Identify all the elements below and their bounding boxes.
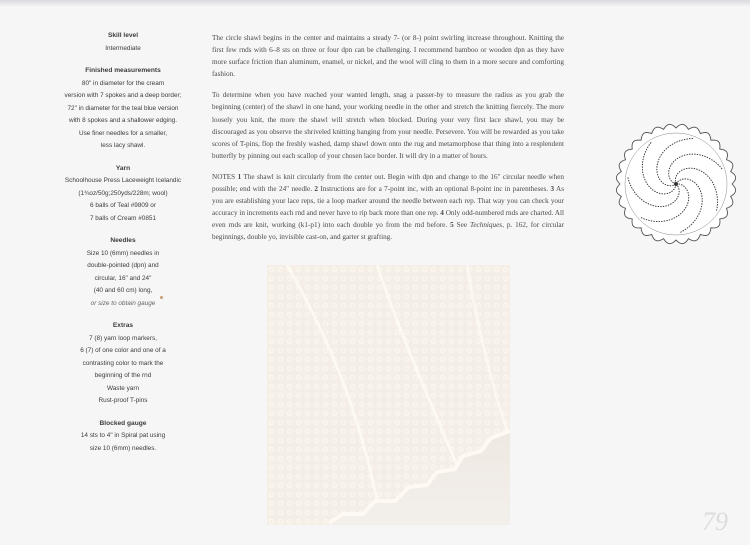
extras-line: 7 (8) yarn loop markers, bbox=[89, 334, 157, 342]
instructions-text bbox=[212, 32, 564, 253]
note-text: Instructions are for a 7-point inc, with an optional 8-point inc in parentheses. bbox=[318, 185, 551, 194]
margin-dot bbox=[160, 296, 163, 299]
needles-line: circular, 16" and 24" bbox=[94, 274, 152, 282]
yarn-line: 7 balls of Cream #0851 bbox=[89, 214, 157, 222]
intro-paragraph: The circle shawl begins in the center and maintains a steady 7- (or 8-) point swirling increase throughout. Knitting the first few rnds with 6–8 sts on three or four dpn can be challenging. I recommend bamboo or wooden dpn as they have more surface friction than aluminum, enamel, or nickel, and the wool will cling to them in a more secure and comforting fashion. bbox=[212, 34, 564, 79]
top-edge bbox=[0, 0, 750, 6]
needles-line: Size 10 (6mm) needles in bbox=[86, 249, 160, 257]
measurements-heading: Finished measurements bbox=[85, 67, 161, 74]
measurements-line: Use finer needles for a smaller, bbox=[78, 129, 168, 137]
note-number: 5 bbox=[450, 221, 454, 230]
needles-section bbox=[58, 235, 188, 310]
gauge-heading: Blocked gauge bbox=[99, 419, 147, 427]
materials-sidebar bbox=[58, 30, 188, 465]
notes-label: NOTES bbox=[212, 172, 236, 181]
yarn-heading: Yarn bbox=[115, 164, 131, 172]
measurements-line: 80" in diameter for the cream bbox=[81, 79, 165, 87]
spiral-shawl-diagram bbox=[612, 120, 740, 248]
note-text: See bbox=[453, 221, 471, 230]
sizing-paragraph: To determine when you have reached your wanted length, snag a passer-by to measure the radius as you grab the beginning (center) of the shawl in one hand, your working needle in the other and stretch the knitting fiercely. The more loosely you knit, the more the shawl will stretch when blocked. During your very first lace shawl, you may be discouraged as you observe the shriveled knitting hanging from your needle. Persevere. You will be rewarded as you take scores of T-pins, flop the freshly washed, damp shawl down onto the rug and metamorphose that thing into a resplendent butterfly by pinning out each scallop of your chosen lace border. It will dry in a matter of hours. bbox=[212, 91, 564, 160]
needles-heading: Needles bbox=[110, 237, 136, 244]
extras-line: contrasting color to mark the bbox=[82, 359, 164, 367]
note-number: 4 bbox=[440, 209, 444, 218]
gauge-section bbox=[58, 418, 188, 456]
note-text: p. 162, for circular beginnings, double yo, invisible cast-on, and garter st grafting. bbox=[212, 221, 564, 242]
yarn-line: 6 balls of Teal #9809 or bbox=[90, 202, 156, 209]
extras-line: 6 (7) of one color and one of a bbox=[80, 347, 166, 354]
skill-level-value: Intermediate bbox=[105, 44, 141, 52]
gauge-line: 14 sts to 4" in Spiral pat using bbox=[80, 432, 166, 439]
diagram-group bbox=[616, 124, 735, 243]
needles-line: (40 and 60 cm) long, bbox=[93, 287, 153, 294]
skill-level-section bbox=[58, 30, 188, 55]
yarn-line: Schoolhouse Press Laceweight Icelandic bbox=[64, 177, 182, 184]
measurements-line: less lacy shawl. bbox=[100, 142, 146, 149]
extras-line: Waste yarn bbox=[106, 384, 140, 392]
measurements-line: with 8 spokes and a shallower edging. bbox=[69, 117, 177, 124]
needles-line: double-pointed (dpn) and bbox=[87, 262, 159, 269]
measurements-section bbox=[58, 65, 188, 153]
gauge-line: size 10 (6mm) needles. bbox=[89, 444, 157, 452]
yarn-line: (1¾oz/50g;250yds/228m; wool) bbox=[78, 189, 168, 197]
needles-gauge-note: or size to obtain gauge bbox=[90, 299, 156, 307]
lace-shawl-photo bbox=[267, 265, 510, 525]
extras-heading: Extras bbox=[112, 322, 134, 329]
note-number: 2 bbox=[314, 185, 319, 194]
techniques-reference: Techniques, bbox=[470, 221, 504, 230]
measurements-line: version with 7 spokes and a deep border; bbox=[64, 92, 182, 99]
note-text: Only odd-numbered rnds are charted. All even rnds are knit, working (k1-p1) into each double yo from the rnd before. bbox=[212, 209, 564, 230]
extras-line: beginning of the rnd bbox=[94, 372, 152, 379]
extras-section bbox=[58, 320, 188, 408]
yarn-section bbox=[58, 163, 188, 226]
note-number: 3 bbox=[550, 185, 555, 194]
notes-paragraph bbox=[212, 171, 564, 244]
extras-line: Rust-proof T-pins bbox=[98, 397, 148, 404]
note-text: The shawl is knit circularly from the center out. Begin with dpn and change to the 16" circular needle when possible; end with the 24" needle. bbox=[212, 172, 564, 194]
note-number: 1 bbox=[237, 172, 242, 181]
page-number: 79 bbox=[702, 507, 728, 536]
skill-level-heading: Skill level bbox=[107, 32, 139, 39]
measurements-line: 72" in diameter for the teal blue version bbox=[67, 104, 179, 112]
center-point bbox=[674, 182, 678, 186]
note-text: As you are establishing your lace reps, tie a loop marker around the needle between each rep. That way you can check your accuracy in increments each rnd and never have to rip back more than one rep. bbox=[212, 185, 565, 218]
